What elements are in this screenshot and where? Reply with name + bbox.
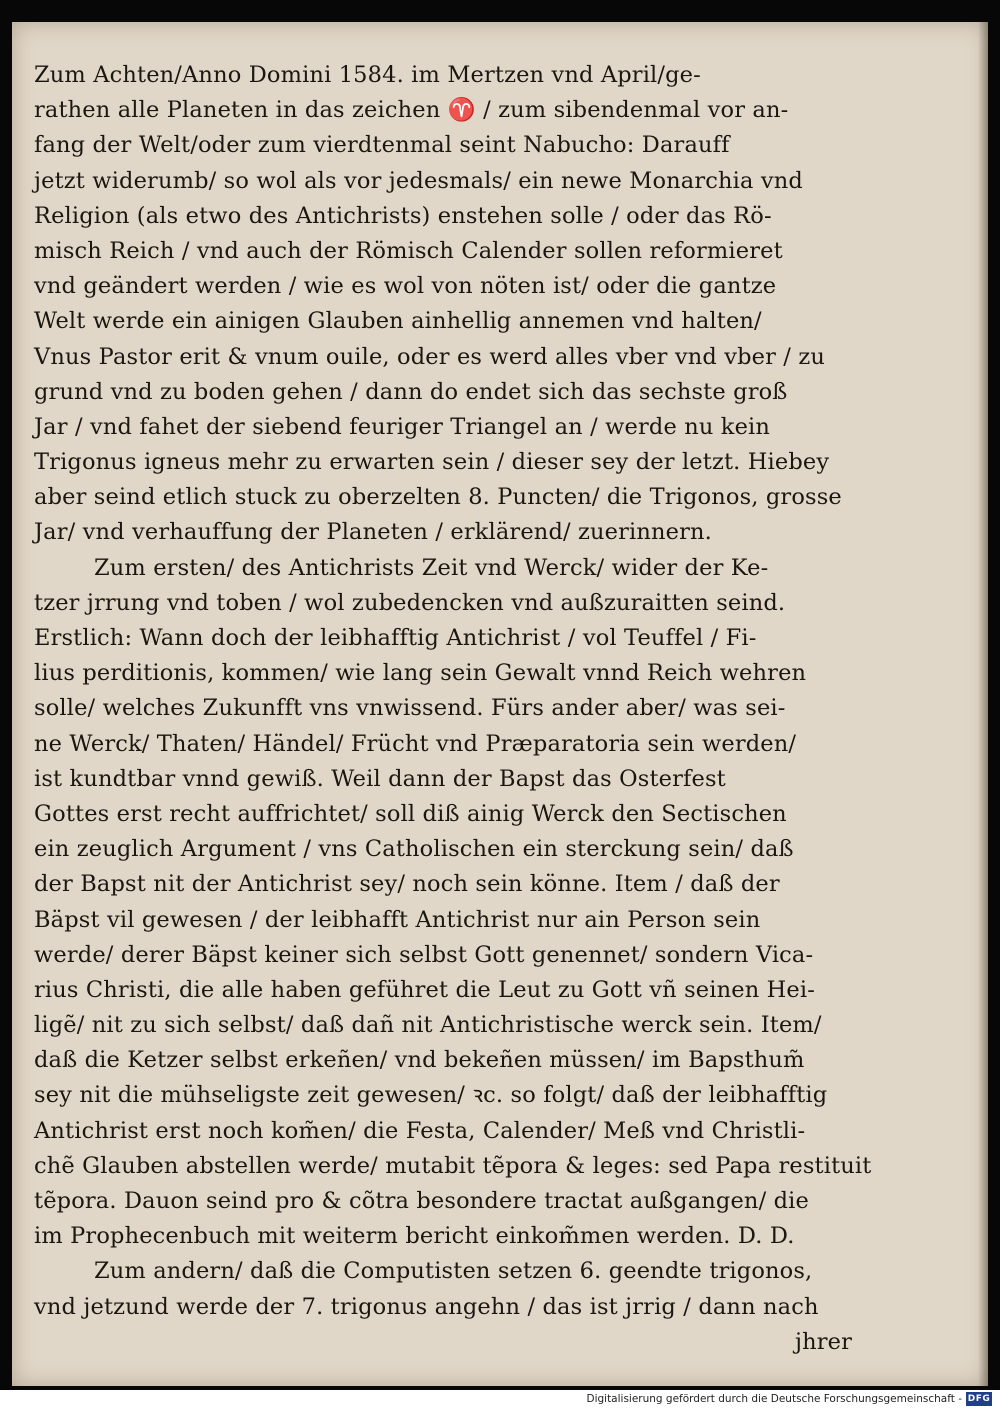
digitization-footer: [0, 1390, 1000, 1410]
text-line: Vnus Pastor erit & vnum ouile, oder es werd alles vber vnd vber / zu: [34, 343, 825, 370]
text-line: aber seind etlich stuck zu oberzelten 8. Puncten/ die Trigonos, grosse: [34, 484, 842, 511]
text-line: Antichrist erst noch kom̃en/ die Festa, Calender/ Meß vnd Christli-: [34, 1117, 806, 1144]
page-edge-shadow: [978, 22, 988, 1386]
text-line: Welt werde ein ainigen Glauben ainhellig annemen vnd halten/: [34, 308, 762, 335]
text-line: Erstlich: Wann doch der leibhafftig Antichrist / vol Teuffel / Fi-: [34, 625, 757, 651]
text-line: ist kundtbar vnnd gewiß. Weil dann der Bapst das Osterfest: [34, 765, 726, 792]
text-line: vnd geändert werden / wie es wol von nöten ist/ oder die gantze: [34, 273, 777, 300]
text-line: vnd jetzund werde der 7. trigonus angehn / das ist jrrig / dann nach: [34, 1293, 819, 1320]
text-line: lius perditionis, kommen/ wie lang sein Gewalt vnnd Reich wehren: [34, 660, 807, 687]
text-line: Zum Achten/Anno Domini 1584. im Mertzen vnd April/ge-: [34, 62, 701, 88]
text-line: Zum ersten/ des Antichrists Zeit vnd Werck/ wider der Ke-: [94, 554, 769, 581]
text-line: rius Christi, die alle haben geführet die Leut zu Gott vñ seinen Hei-: [34, 976, 815, 1003]
text-line: solle/ welches Zukunfft vns vnwissend. Fürs ander aber/ was sei-: [34, 695, 786, 722]
text-line: ne Werck/ Thaten/ Händel/ Frücht vnd Præparatoria sein werden/: [34, 730, 797, 757]
text-line: im Prophecenbuch mit weiterm bericht einkom̃men werden. D. D.: [34, 1223, 795, 1250]
text-line: tzer jrrung vnd toben / wol zubedencken vnd außzuraitten seind.: [34, 589, 786, 616]
text-line: Gottes erst recht auffrichtet/ soll diß ainig Werck den Sectischen: [34, 800, 787, 827]
text-line: werde/ derer Bäpst keiner sich selbst Gott genennet/ sondern Vica-: [34, 941, 814, 968]
text-line: grund vnd zu boden gehen / dann do endet sich das sechste groß: [34, 378, 788, 405]
text-line: ein zeuglich Argument / vns Catholischen ein sterckung sein/ daß: [34, 836, 794, 863]
dfg-logo-icon: DFG: [967, 1394, 991, 1404]
text-line: fang der Welt/oder zum vierdtenmal seint Nabucho: Darauff: [34, 132, 730, 159]
footer-credit: Digitalisierung gefördert durch die Deutsche Forschungsgemeinschaft -: [586, 1393, 962, 1405]
page-text-block: [34, 58, 872, 1360]
text-line: der Bapst nit der Antichrist sey/ noch sein könne. Item / daß der: [34, 871, 780, 898]
text-line: sey nit die mühseligste zeit gewesen/ ꝛc. so folgt/ daß der leibhafftig: [34, 1082, 828, 1109]
text-line: Bäpst vil gewesen / der leibhafft Antichrist nur ain Person sein: [34, 906, 761, 933]
text-line: Trigonus igneus mehr zu erwarten sein / dieser sey der letzt. Hiebey: [34, 449, 830, 476]
book-page: [12, 22, 988, 1386]
text-line: Zum andern/ daß die Computisten setzen 6. geendte trigonos,: [94, 1258, 813, 1285]
text-line: chẽ Glauben abstellen werde/ mutabit tẽpora & leges: sed Papa restituit: [34, 1152, 872, 1179]
text-line: Jar/ vnd verhauffung der Planeten / erklärend/ zuerinnern.: [34, 519, 712, 546]
text-line: Religion (als etwo des Antichrists) enstehen solle / oder das Rö-: [34, 202, 772, 229]
text-line: Jar / vnd fahet der siebend feuriger Triangel an / werde nu kein: [34, 413, 771, 440]
text-line: jetzt widerumb/ so wol als vor jedesmals/ ein newe Monarchia vnd: [34, 167, 803, 194]
text-line: misch Reich / vnd auch der Römisch Calender sollen reformieret: [34, 237, 783, 264]
text-line: daß die Ketzer selbst erkeñen/ vnd bekeñen müssen/ im Bapsthum̃: [34, 1047, 805, 1074]
text-line: rathen alle Planeten in das zeichen ♈ / zum sibendenmal vor an-: [34, 97, 789, 124]
text-line: tẽpora. Dauon seind pro & cõtra besondere tractat außgangen/ die: [34, 1188, 809, 1214]
text-line: ligẽ/ nit zu sich selbst/ daß dañ nit Antichristische werck sein. Item/: [34, 1012, 822, 1039]
catchword: jhrer: [794, 1328, 852, 1355]
